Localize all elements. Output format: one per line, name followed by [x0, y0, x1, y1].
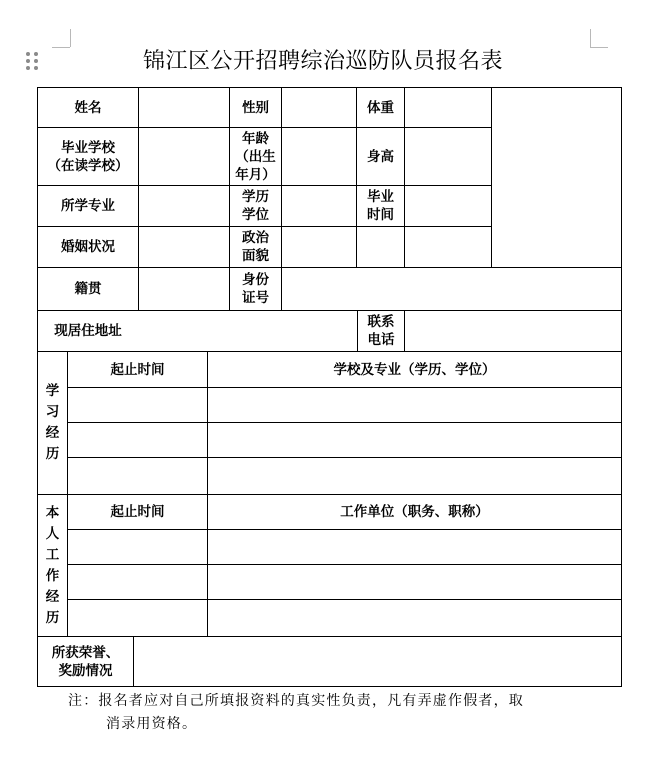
study-side-label [38, 352, 67, 494]
label-education [230, 186, 281, 226]
label-height: 身高 [367, 148, 394, 165]
photo-cell[interactable] [492, 88, 621, 267]
study-side-char: 经 [45, 425, 60, 441]
footnote-line: 注：报名者应对自己所填报资料的真实性负责，凡有弄虚作假者，取 [68, 693, 524, 709]
study-col-time: 起止时间 [110, 361, 165, 378]
work-col-time: 起止时间 [110, 504, 165, 520]
label-id-number [230, 268, 281, 310]
label-weight: 体重 [367, 99, 394, 116]
study-col-detail: 学校及专业（学历、学位） [333, 361, 496, 378]
label-native-place: 籍贯 [74, 281, 102, 297]
work-side-char: 人 [45, 525, 60, 542]
label-id-number-line: 身份 [242, 272, 269, 288]
footnote-line: 消录用资格。 [106, 716, 198, 732]
school-input-cell[interactable] [139, 128, 229, 185]
awards-input-cell[interactable] [134, 637, 621, 686]
work-side-char: 本 [45, 504, 60, 521]
study-detail-cell[interactable] [208, 388, 621, 422]
work-side-char: 经 [45, 588, 60, 605]
label-awards-line: 所获荣誉、 [51, 644, 120, 661]
label-age [230, 128, 281, 185]
name-input-cell[interactable] [139, 88, 229, 127]
label-political [230, 227, 281, 267]
native-place-input-cell[interactable] [139, 268, 229, 310]
label-age-line: 年龄 [242, 130, 269, 147]
label-education-line: 学位 [242, 207, 269, 223]
document-title: 锦江区公开招聘综治巡防队员报名表 [142, 49, 503, 74]
label-school-line: （在读学校） [47, 157, 129, 174]
grad-time-input-cell[interactable] [405, 186, 491, 226]
label-grad-time [357, 186, 404, 226]
gender-input-cell[interactable] [282, 88, 356, 127]
address-input-cell[interactable] [139, 311, 357, 351]
table-line [37, 686, 622, 687]
study-detail-cell[interactable] [208, 458, 621, 494]
footnote [68, 690, 608, 736]
label-phone [358, 311, 404, 351]
label-phone-line: 电话 [367, 332, 395, 348]
label-age-line: 年月） [235, 166, 276, 183]
label-address: 现居住地址 [54, 323, 122, 339]
weight-input-cell[interactable] [405, 88, 491, 127]
label-age-line: （出生 [235, 148, 276, 165]
work-time-cell[interactable] [68, 530, 207, 564]
label-phone-line: 联系 [367, 314, 395, 330]
work-detail-cell[interactable] [208, 565, 621, 599]
work-detail-cell[interactable] [208, 600, 621, 636]
label-major: 所学专业 [61, 198, 115, 214]
study-side-char: 习 [45, 404, 60, 420]
work-time-cell[interactable] [68, 600, 207, 636]
age-input-cell[interactable] [282, 128, 356, 185]
label-education-line: 学历 [242, 189, 269, 205]
phone-input-cell[interactable] [405, 311, 621, 351]
work-side-label [38, 495, 67, 636]
study-time-cell[interactable] [68, 423, 207, 457]
label-political-line: 面貌 [242, 248, 269, 264]
work-col-detail: 工作单位（职务、职称） [340, 504, 489, 520]
political-input-cell[interactable] [282, 227, 356, 267]
label-political-line: 政治 [242, 230, 269, 246]
label-school [38, 128, 138, 185]
label-grad-time-line: 时间 [367, 207, 394, 223]
height-input-cell[interactable] [405, 128, 491, 185]
label-marital: 婚姻状况 [61, 239, 115, 255]
study-side-char: 学 [45, 383, 60, 399]
work-side-char: 工 [45, 546, 60, 563]
marital-input-cell[interactable] [139, 227, 229, 267]
work-side-char: 历 [45, 609, 60, 626]
work-detail-cell[interactable] [208, 530, 621, 564]
major-input-cell[interactable] [139, 186, 229, 226]
id-number-input-cell[interactable] [282, 268, 621, 310]
education-input-cell[interactable] [282, 186, 356, 226]
table-line [621, 87, 622, 687]
label-id-number-line: 证号 [242, 290, 269, 306]
label-name: 姓名 [74, 99, 102, 116]
label-grad-time-line: 毕业 [367, 189, 394, 205]
study-time-cell[interactable] [68, 388, 207, 422]
study-side-char: 历 [45, 446, 60, 462]
blank-cell[interactable] [357, 227, 404, 267]
work-side-char: 作 [45, 567, 60, 584]
study-time-cell[interactable] [68, 458, 207, 494]
study-detail-cell[interactable] [208, 423, 621, 457]
label-gender: 性别 [242, 99, 269, 116]
label-school-line: 毕业学校 [61, 139, 115, 156]
label-awards [38, 637, 133, 686]
label-awards-line: 奖励情况 [58, 662, 113, 679]
work-time-cell[interactable] [68, 565, 207, 599]
blank-cell[interactable] [405, 227, 491, 267]
